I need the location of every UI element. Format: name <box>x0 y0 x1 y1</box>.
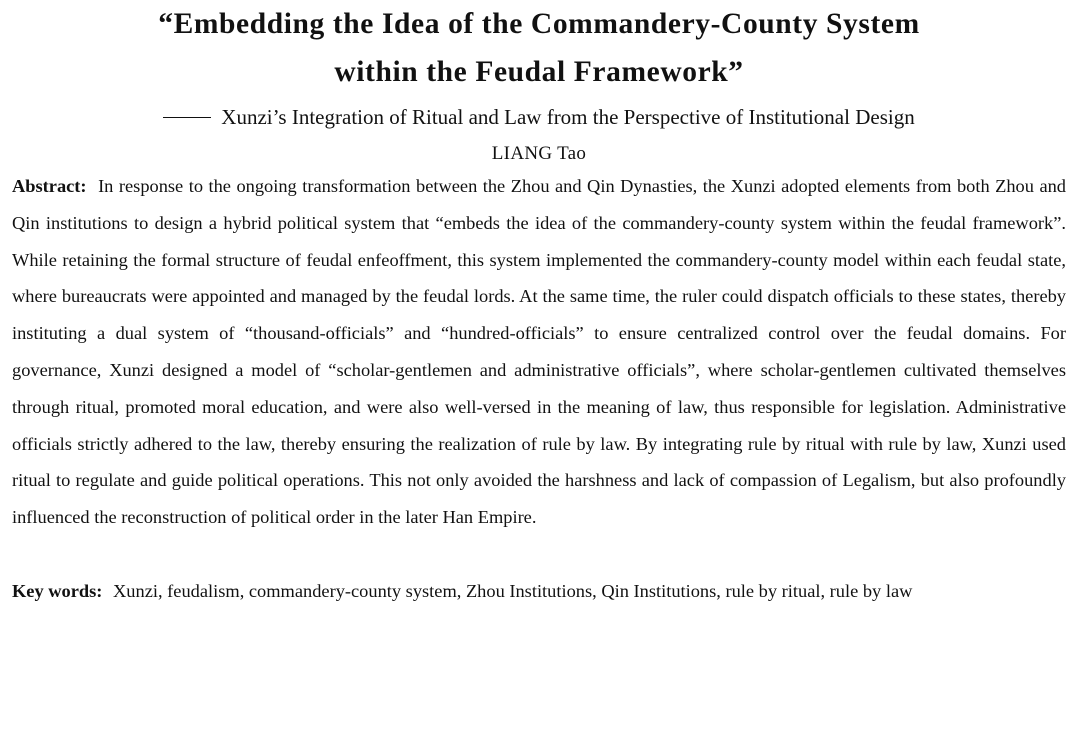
title-line-2: within the Feudal Framework” <box>334 56 744 88</box>
author-name: LIANG Tao <box>491 143 587 164</box>
subtitle-dash <box>163 117 211 118</box>
keywords-text: Xunzi, feudalism, commandery-county system, Zhou Institutions, Qin Institutions, rule by ritual, rule by law <box>113 580 913 601</box>
abstract-text: In response to the ongoing transformation between the Zhou and Qin Dynasties, the Xunzi adopted elements from both Zhou and Qin institutions to design a hybrid political system that “embeds the idea of the commandery-county system within the feudal framework”. While retaining the formal structure of feudal enfeoffment, this system implemented the commandery-county model within each feudal state, where bureaucrats were appointed and managed by the feudal lords. At the same time, the ruler could dispatch officials to these states, thereby instituting a dual system of “thousand-officials” and “hundred-officials” to ensure centralized control over the feudal domains. For governance, Xunzi designed a model of “scholar-gentlemen and administrative officials”, where scholar-gentlemen cultivated themselves through ritual, promoted moral education, and were also well-versed in the meaning of law, thus responsible for legislation. Administrative officials strictly adhered to the law, thereby ensuring the realization of rule by law. By integrating rule by ritual with rule by law, Xunzi used ritual to regulate and guide political operations. This not only avoided the harshness and lack of compassion of Legalism, but also profoundly influenced the reconstruction of political order in the later Han Empire. <box>12 176 1066 528</box>
title-line-1: “Embedding the Idea of the Commandery-County System <box>158 8 920 40</box>
subtitle-text: Xunzi’s Integration of Ritual and Law from the Perspective of Institutional Design <box>221 105 915 129</box>
paper-subtitle <box>12 102 1066 132</box>
keywords-label: Key words: <box>12 580 103 601</box>
keywords-paragraph <box>12 573 1066 610</box>
abstract-paragraph <box>12 168 1066 536</box>
paper-title <box>12 0 1066 96</box>
abstract-label: Abstract: <box>12 176 87 196</box>
